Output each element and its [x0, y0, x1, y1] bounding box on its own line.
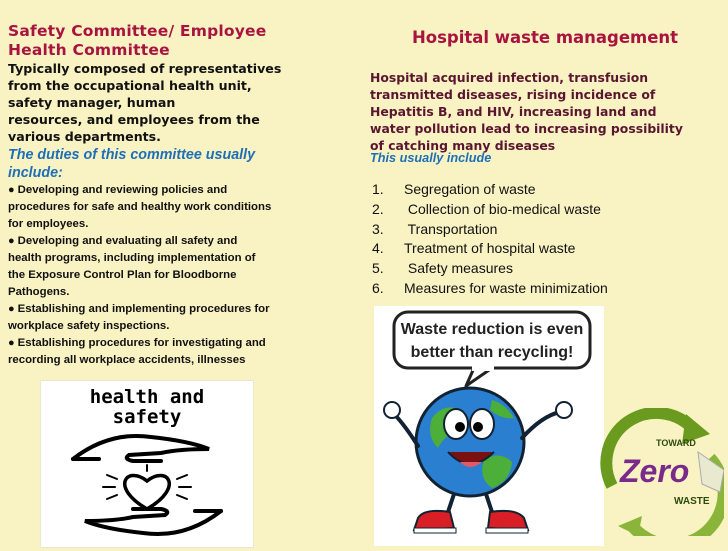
mascot-caption-line-2: better than recycling! — [410, 344, 574, 361]
list-item — [372, 200, 608, 220]
intro-line: safety manager, human — [8, 95, 176, 110]
mascot-caption-line-1: Waste reduction is even — [400, 321, 584, 338]
bullet-line: workplace safety inspections. — [8, 320, 170, 332]
list-item — [8, 233, 316, 301]
health-safety-title-line: safety — [112, 406, 182, 428]
logo-toward-text: TOWARD — [656, 438, 696, 448]
health-safety-image — [40, 380, 254, 548]
bullet-icon: ● — [8, 303, 15, 315]
hospital-waste-intro — [370, 69, 722, 154]
list-item — [372, 239, 608, 259]
list-number: 3. — [372, 220, 384, 237]
left-column — [8, 22, 316, 369]
list-number: 1. — [372, 181, 384, 197]
intro-line: from the occupational health unit, — [8, 78, 252, 93]
list-text: Segregation of waste — [404, 181, 536, 197]
intro-line: Hepatitis B, and HIV, increasing land and — [370, 104, 657, 119]
list-item — [372, 220, 608, 240]
heading-line-1: Safety Committee/ Employee — [8, 22, 267, 40]
list-text: Treatment of hospital waste — [404, 240, 576, 257]
bullet-line: procedures for safe and healthy work conditions — [8, 201, 272, 213]
bullet-icon: ● — [8, 235, 15, 247]
bullet-icon: ● — [8, 337, 15, 349]
intro-line: resources, and employees from the — [8, 112, 260, 127]
list-number: 4. — [372, 240, 384, 257]
list-item — [372, 259, 608, 279]
intro-line: water pollution lead to increasing possibility — [370, 121, 683, 136]
heading-line-2: Health Committee — [8, 41, 170, 59]
recycle-arrows-icon — [598, 408, 724, 536]
list-text: Safety measures — [404, 260, 513, 277]
intro-line: Hospital acquired infection, transfusion — [370, 70, 649, 85]
list-number: 2. — [372, 200, 384, 217]
bullet-line: Establishing and implementing procedures for — [17, 303, 270, 315]
list-item — [372, 180, 608, 200]
earth-mascot-icon — [374, 306, 604, 546]
bullet-line: for employees. — [8, 218, 89, 230]
hands-heart-icon — [69, 429, 225, 541]
intro-line: Typically composed of representatives — [8, 61, 282, 76]
duties-list — [8, 182, 316, 369]
duties-heading — [8, 146, 316, 182]
bullet-icon: ● — [8, 184, 15, 196]
list-number: 6. — [372, 279, 384, 296]
hospital-waste-title: Hospital waste management — [411, 28, 679, 47]
list-item — [372, 279, 608, 299]
intro-line: of catching many diseases — [370, 138, 556, 153]
list-item — [8, 182, 316, 233]
duties-line: The duties of this committee usually — [8, 147, 256, 163]
bullet-line: Developing and reviewing policies and — [17, 184, 228, 196]
duties-line: include: — [8, 165, 63, 181]
earth-mascot-image — [374, 306, 604, 546]
bullet-line: Establishing procedures for investigating and — [17, 337, 266, 349]
logo-waste-text: WASTE — [674, 496, 710, 507]
list-item — [8, 301, 316, 335]
committee-heading — [8, 22, 316, 60]
health-safety-title-line: health and — [89, 386, 205, 408]
intro-line: various departments. — [8, 129, 161, 144]
toward-zero-waste-logo — [598, 408, 724, 541]
list-text: Transportation — [404, 220, 498, 237]
waste-steps-list — [372, 180, 608, 299]
intro-line: transmitted diseases, rising incidence of — [370, 87, 656, 102]
committee-intro — [8, 60, 316, 145]
list-item — [8, 335, 316, 369]
bullet-line: Developing and evaluating all safety and — [17, 235, 238, 247]
bullet-line: Pathogens. — [8, 286, 70, 298]
health-safety-title — [41, 387, 253, 427]
list-text: Collection of bio-medical waste — [404, 200, 601, 217]
list-text: Measures for waste minimization — [404, 279, 608, 296]
logo-zero-text: Zero — [620, 453, 690, 489]
bullet-line: recording all workplace accidents, illnesses — [8, 354, 246, 366]
bullet-line: health programs, including implementation of — [8, 252, 256, 264]
bullet-line: the Exposure Control Plan for Bloodborne — [8, 269, 237, 281]
includes-label: This usually include — [370, 151, 492, 165]
list-number: 5. — [372, 260, 384, 277]
